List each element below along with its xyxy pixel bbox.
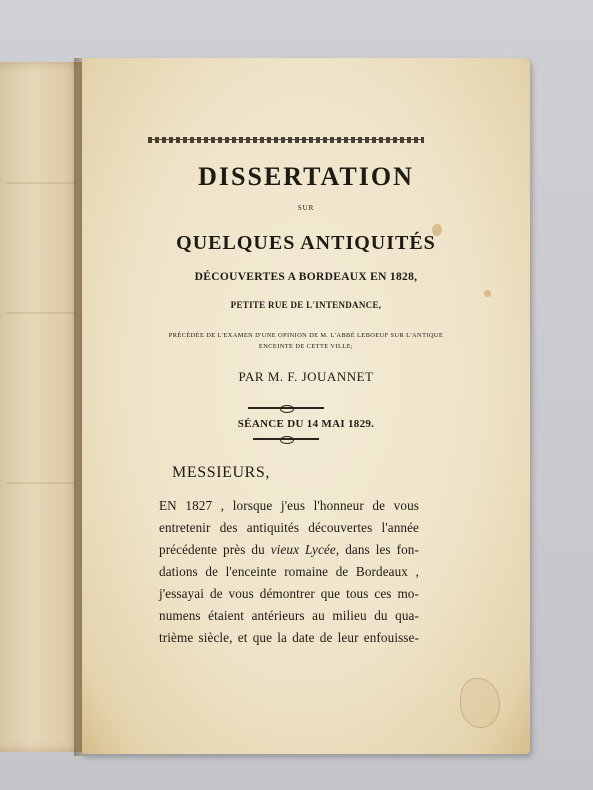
body-text-segment: , dans les fon- (335, 542, 419, 557)
body-text-line: numens étaient antérieurs au milieu du qua- (159, 608, 419, 623)
divider-ornament (253, 438, 319, 440)
top-ornament-border (148, 137, 424, 143)
subtitle-line-preceded: PRÉCÉDÉE DE L'EXAMEN D'UNE OPINION DE M. L'ABBÉ LEBOEUF SUR L'ANTIQUE (168, 332, 444, 339)
body-text-line: j'essayai de vous démontrer que tous ces mo- (159, 586, 419, 601)
bleed-through-line (6, 312, 76, 314)
body-text-line: entretenir des antiquités découvertes l'année (159, 520, 419, 535)
page-content (82, 58, 530, 754)
subtitle-line-street: PETITE RUE DE L'INTENDANCE, (230, 300, 382, 310)
author-line: PAR M. F. JOUANNET (238, 369, 374, 384)
subtitle-line-enclosure: ENCEINTE DE CETTE VILLE; (258, 343, 354, 350)
foxing-spot (432, 224, 442, 236)
italic-phrase: vieux Lycée (270, 542, 336, 557)
document-subtitle: QUELQUES ANTIQUITÉS (176, 232, 436, 254)
paper-stain (460, 678, 500, 728)
body-text-line: EN 1827 , lorsque j'eus l'honneur de vous (159, 498, 419, 513)
foxing-spot (484, 290, 491, 297)
body-text-line: dations de l'enceinte romaine de Bordeaux , (159, 564, 419, 579)
title-connector: SUR (297, 204, 315, 212)
salutation: MESSIEURS, (172, 464, 271, 481)
body-text-segment: précédente près du (159, 542, 271, 557)
bleed-through-line (6, 482, 76, 484)
body-text-line: trième siècle, et que la date de leur enfouisse- (159, 630, 419, 645)
subtitle-line-discoveries: DÉCOUVERTES A BORDEAUX EN 1828, (194, 271, 418, 283)
divider-ornament (248, 407, 324, 409)
document-title: DISSERTATION (198, 162, 414, 191)
bleed-through-line (6, 182, 76, 184)
session-date: SÉANCE DU 14 MAI 1829. (237, 418, 375, 430)
previous-page (0, 62, 82, 752)
body-text-line (159, 542, 419, 558)
title-page (82, 58, 530, 754)
